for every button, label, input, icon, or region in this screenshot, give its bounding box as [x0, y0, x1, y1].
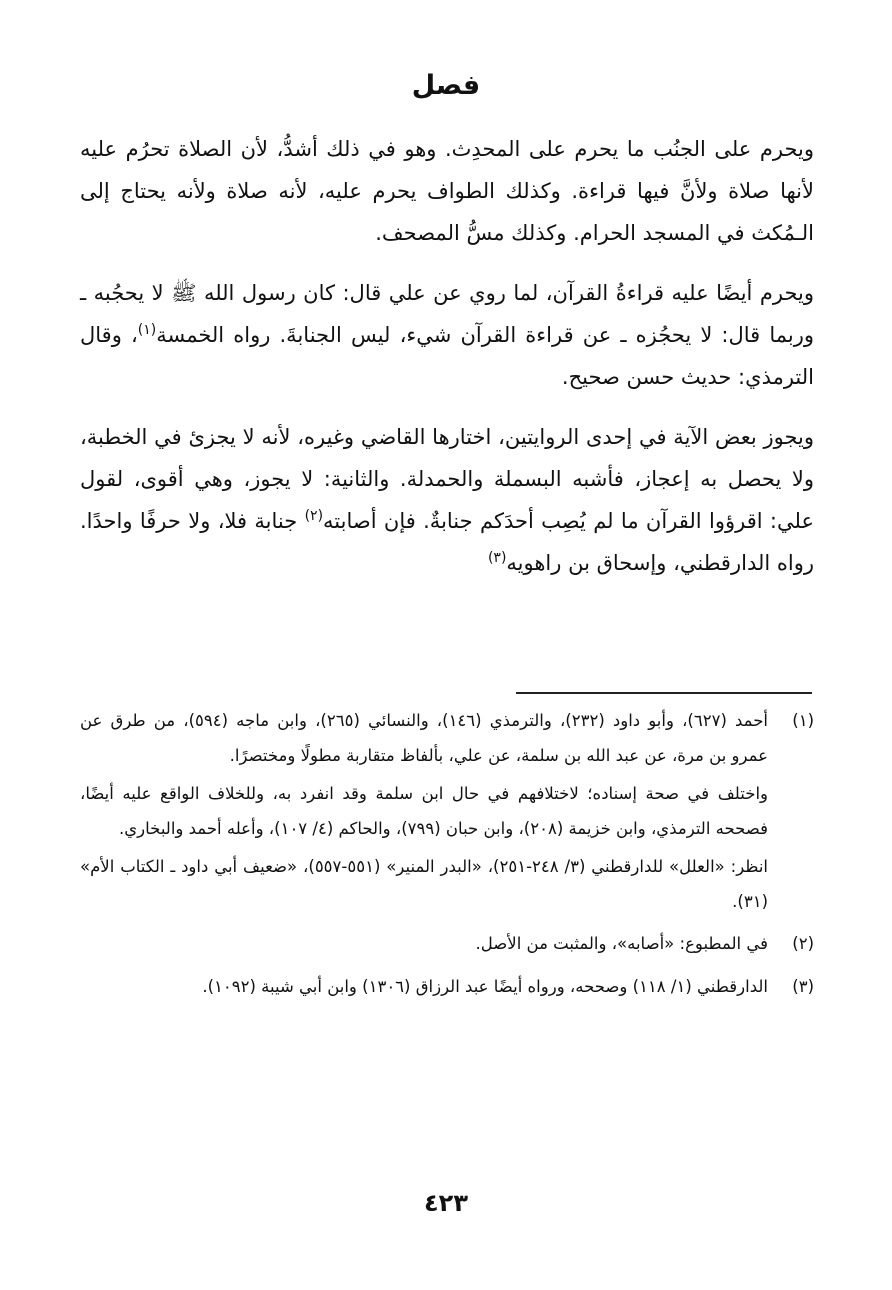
paragraph-1	[80, 128, 814, 254]
footnote-paragraph: انظر: «العلل» للدارقطني (٣/ ٢٤٨-٢٥١)، «البدر المنير» (٥٥١-٥٥٧)، «ضعيف أبي داود ـ الكتاب الأم» (٣١).	[80, 857, 769, 911]
paragraph-3-text-middle: جنابة فلا، ولا حرفًا واحدًا. رواه الدارقطني، وإسحاق بن راهويه	[80, 509, 814, 575]
footnote-2	[80, 927, 814, 966]
paragraph-1-text: ويحرم على الجنُب ما يحرم على المحدِث. وهو في ذلك أشدُّ، لأن الصلاة تحرُم عليه لأنها صلاة ولأنَّ فيها قراءة. وكذلك الطواف يحرم عليه، لأنه صلاة ولأنه يحتاج إلى الـمُكث في المسجد الحرام. وكذلك مسُّ المصحف.	[80, 137, 814, 245]
footnote-body	[80, 704, 768, 923]
footnote-body	[80, 927, 768, 966]
footnotes	[80, 704, 814, 1012]
footnote-paragraph: أحمد (٦٢٧)، وأبو داود (٢٣٢)، والترمذي (١٤٦)، والنسائي (٢٦٥)، وابن ماجه (٥٩٤)، من طرق عن عمرو بن مرة، عن عبد الله بن سلمة، عن علي، بألفاظ متقاربة مطولًا ومختصرًا.	[80, 711, 768, 765]
footnote-number: (٢)	[792, 934, 814, 953]
footnote-reference-2[interactable]: (٢)	[304, 508, 324, 524]
footnote-reference-3[interactable]: (٣)	[487, 550, 507, 566]
footnote-1	[80, 704, 814, 923]
footnote-3	[80, 970, 814, 1009]
paragraph-2	[80, 272, 814, 398]
paragraph-2-text-start: ويحرم أيضًا عليه قراءةُ القرآن، لما روي عن علي قال: كان رسول الله ﷺ لا يحجُبه ـ وربما قال: لا يحجُزه ـ عن قراءة القرآن شيء، ليس الجنابةَ. رواه الخمسة	[80, 281, 814, 347]
paragraph-2-text-end: ، وقال الترمذي: حديث حسن صحيح.	[80, 323, 814, 389]
footnote-reference-1[interactable]: (١)	[137, 322, 157, 338]
footnote-number: (٣)	[792, 976, 814, 996]
footnote-number: (١)	[792, 711, 814, 730]
section-heading: فصل	[411, 70, 481, 101]
paragraph-3	[80, 416, 814, 584]
page-number: ٤٢٣	[424, 1189, 468, 1217]
paragraph-3-text-start: ويجوز بعض الآية في إحدى الروايتين، اختارها القاضي وغيره، لأنه لا يجزئ في الخطبة، ولا يحصل به إعجاز، فأشبه البسملة والحمدلة. والثانية: لا يجوز، وهي أقوى، لقول علي: اقرؤوا القرآن ما لم يُصِب أحدَكم جنابةٌ. فإن أصابته	[80, 425, 814, 533]
main-text	[80, 128, 814, 602]
footnote-separator	[516, 692, 812, 694]
footnote-paragraph: الدارقطني (١/ ١١٨) وصححه، ورواه أيضًا عبد الرزاق (١٣٠٦) وابن أبي شيبة (١٠٩٢).	[202, 976, 768, 996]
footnote-body	[80, 970, 768, 1009]
footnote-paragraph: في المطبوع: «أصابه»، والمثبت من الأصل.	[475, 934, 768, 953]
footnote-paragraph: واختلف في صحة إسناده؛ لاختلافهم في حال ابن سلمة وقد انفرد به، وللخلاف الواقع عليه أيضًا، فصححه الترمذي، وابن خزيمة (٢٠٨)، وابن حبان (٧٩٩)، والحاكم (٤/ ١٠٧)، وأعله أحمد والبخاري.	[80, 784, 768, 838]
